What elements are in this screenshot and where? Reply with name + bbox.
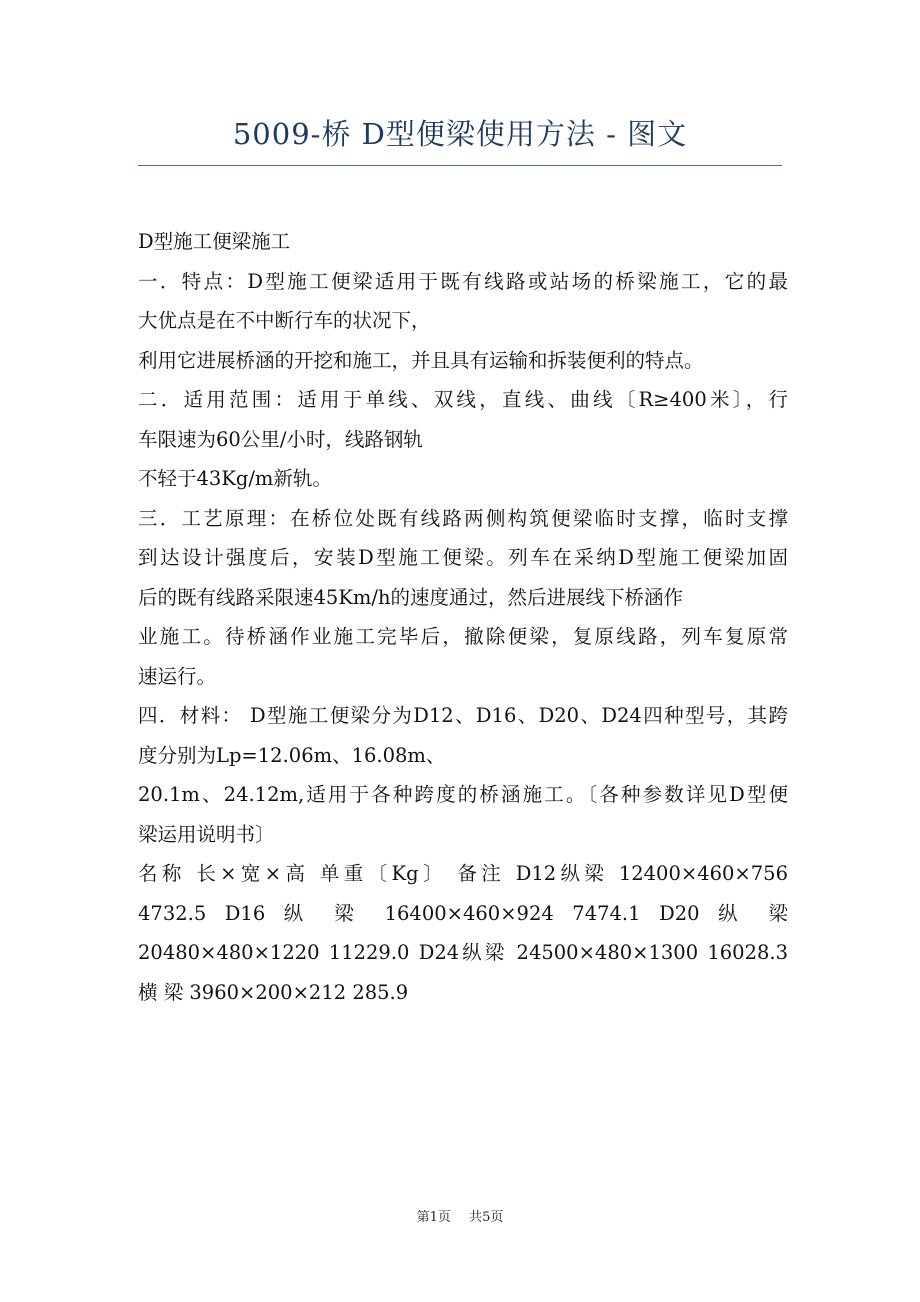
text-line: 四．材料： D型施工便梁分为D12、D16、D20、D24四种型号，其跨 (138, 704, 788, 727)
text-line: 业施工。待桥涵作业施工完毕后，撤除便梁，复原线路，列车复原常 (138, 625, 788, 648)
title-divider (138, 165, 782, 166)
page-number: 第1页 (416, 1210, 451, 1225)
text-line: 20480×480×1220 11229.0 D24纵梁 24500×480×1300 16028.3 (138, 941, 788, 964)
text-line: 二．适用范围：适用于单线、双线，直线、曲线〔R≥400米〕，行 (138, 388, 788, 411)
text-line: 后的既有线路采限速45Km/h的速度通过，然后进展线下桥涵作 (138, 585, 684, 609)
text-line: 车限速为60公里/小时，线路钢轨 (138, 427, 423, 451)
text-line: 三．工艺原理：在桥位处既有线路两侧构筑便梁临时支撑，临时支撑 (138, 506, 788, 530)
text-line: 名称 长×宽×高 单重〔Kg〕 备注 D12纵梁 12400×460×756 (138, 862, 788, 885)
document-body (138, 222, 788, 1012)
text-line: 大优点是在不中断行车的状况下， (138, 309, 431, 332)
section-heading: D型施工便梁施工 (138, 230, 291, 253)
text-line: 到达设计强度后，安装D型施工便梁。列车在采纳D型施工便梁加固 (138, 546, 788, 569)
text-line: 度分别为Lp=12.06m、16.08m、 (138, 743, 446, 767)
text-line: 横 梁 3960×200×212 285.9 (138, 980, 409, 1004)
text-line: 速运行。 (138, 664, 217, 688)
page-footer (0, 1206, 920, 1225)
text-line: 不轻于43Kg/m新轨。 (138, 467, 332, 490)
text-line: 利用它进展桥涵的开挖和施工，并且具有运输和拆装便利的特点。 (138, 348, 704, 372)
text-line: 4732.5 D16 纵 梁 16400×460×924 7474.1 D20 纵 梁 (138, 901, 788, 925)
text-line: 梁运用说明书〕 (138, 822, 275, 846)
document-title: 5009-桥 D型便梁使用方法 - 图文 (232, 117, 688, 151)
text-line: 一．特点：D型施工便梁适用于既有线路或站场的桥梁施工，它的最 (138, 269, 788, 293)
text-line: 20.1m、24.12m,适用于各种跨度的桥涵施工。〔各种参数详见D型便 (138, 783, 788, 806)
page-total: 共5页 (469, 1210, 504, 1225)
